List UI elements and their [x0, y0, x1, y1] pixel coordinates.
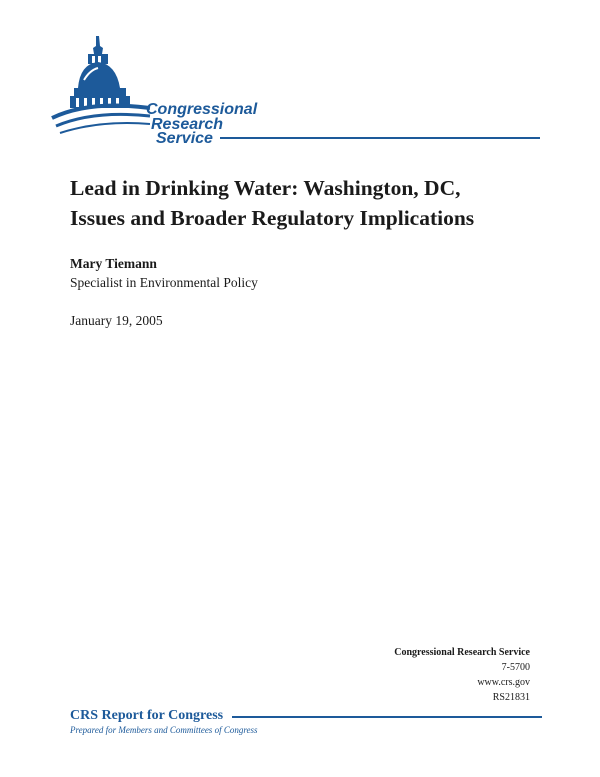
logo-word-congressional: Congressional	[146, 101, 258, 118]
footer-rule	[232, 716, 542, 718]
author-title: Specialist in Environmental Policy	[70, 275, 258, 290]
crs-org-name: Congressional Research Service	[394, 647, 530, 658]
crs-logo	[50, 30, 550, 150]
crs-phone: 7-5700	[501, 662, 530, 673]
report-date: January 19, 2005	[70, 313, 163, 328]
logo-word-research: Research	[151, 116, 224, 133]
footer-subtitle: Prepared for Members and Committees of Congress	[70, 725, 258, 735]
report-title-line-1: Lead in Drinking Water: Washington, DC,	[70, 176, 461, 200]
capitol-dome-icon	[50, 30, 160, 140]
logo-rule	[220, 137, 540, 139]
footer-title: CRS Report for Congress	[70, 708, 224, 723]
crs-info-block	[394, 645, 530, 705]
logo-word-service: Service	[156, 130, 213, 147]
author-name: Mary Tiemann	[70, 256, 157, 271]
crs-report-number: RS21831	[492, 692, 530, 703]
report-title	[70, 173, 540, 233]
crs-website: www.crs.gov	[477, 677, 530, 688]
report-title-line-2: Issues and Broader Regulatory Implications	[70, 206, 475, 230]
